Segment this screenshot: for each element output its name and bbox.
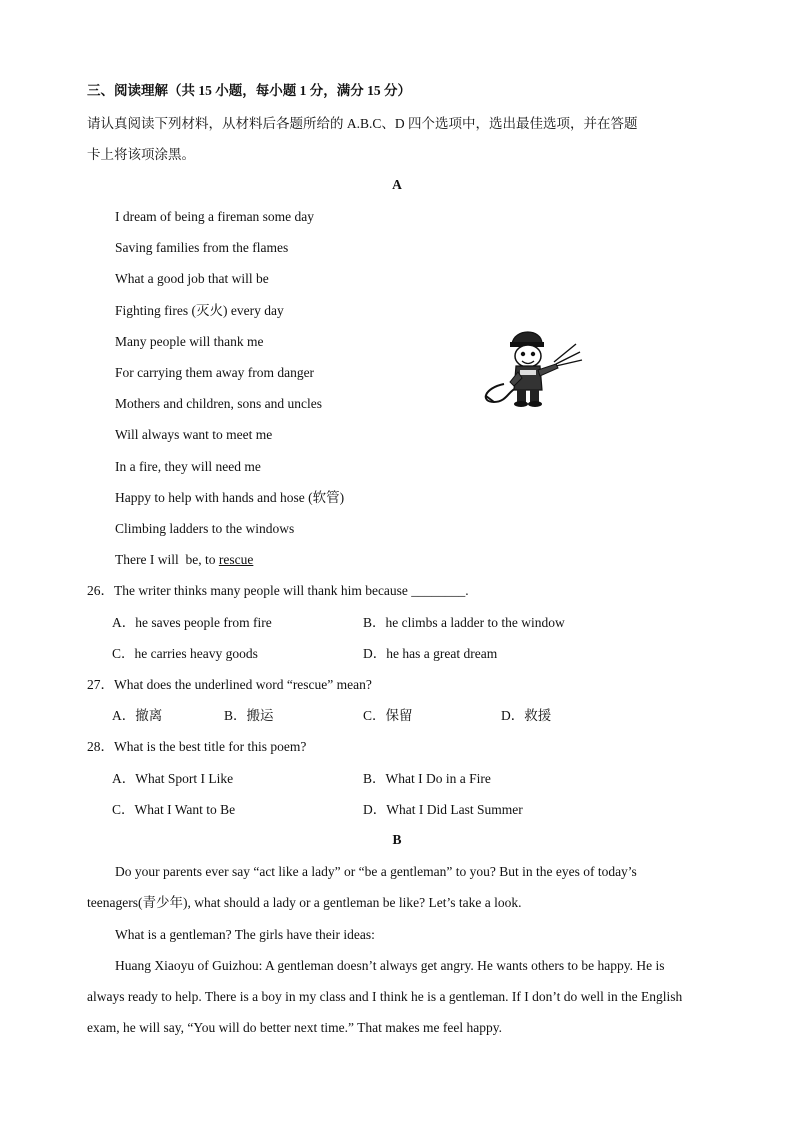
poem-line [115,551,253,569]
poem-line: In a fire, they will need me [115,459,261,474]
question-26-option-d: D．he has a great dream [363,646,498,661]
poem-line: Saving families from the flames [115,240,289,255]
poem-line-prefix: There I will be, to [115,552,219,567]
question-28-option-b: B．What I Do in a Fire [363,771,491,786]
poem-line: Many people will thank me [115,334,264,349]
underlined-word-rescue: rescue [218,552,254,567]
question-28-option-d: D．What I Did Last Summer [363,802,523,817]
question-28-stem: 28．What is the best title for this poem? [87,739,307,754]
passage-a-heading: A [392,177,402,192]
passage-b-line: exam, he will say, “You will do better next time.” That makes me feel happy. [87,1020,503,1035]
passage-b-line: teenagers(青少年), what should a lady or a gentleman be like? Let’s take a look. [87,895,522,910]
question-27-option-c: C．保留 [363,708,413,723]
poem-line: Fighting fires (灭火) every day [115,303,284,318]
poem-line: Mothers and children, sons and uncles [115,396,322,411]
question-27-option-b: B．搬运 [224,708,274,723]
poem-line: Happy to help with hands and hose (软管) [115,490,345,505]
fireman-illustration-icon [476,326,586,408]
poem-line: I dream of being a fireman some day [115,209,315,224]
question-28-option-a: A．What Sport I Like [112,771,234,786]
question-27-option-d: D．救援 [501,708,552,723]
question-26-option-c: C．he carries heavy goods [112,646,258,661]
poem-line: For carrying them away from danger [115,365,315,380]
poem-line: What a good job that will be [115,271,269,286]
passage-b-line: always ready to help. There is a boy in my class and I think he is a gentleman. If I don’t do well in the English [87,989,683,1004]
question-26-option-b: B．he climbs a ladder to the window [363,615,565,630]
section-title: 三、阅读理解（共 15 小题，每小题 1 分，满分 15 分） [87,83,411,98]
passage-b-line: Do your parents ever say “act like a lady” or “be a gentleman” to you? But in the eyes of today’s [115,864,637,879]
question-26-option-a: A．he saves people from fire [112,615,272,630]
question-27-stem: 27．What does the underlined word “rescue” mean? [87,677,372,692]
question-27-option-a: A．撤离 [112,708,163,723]
question-26-stem: 26．The writer thinks many people will thank him because ________. [87,583,469,598]
instruction-line-2: 卡上将该项涂黑。 [87,147,195,162]
passage-b-line: What is a gentleman? The girls have their ideas: [115,927,375,942]
question-28-option-c: C．What I Want to Be [112,802,236,817]
poem-line: Will always want to meet me [115,427,273,442]
passage-b-heading: B [392,832,402,847]
passage-b-line: Huang Xiaoyu of Guizhou: A gentleman doesn’t always get angry. He wants others to be happy. He is [115,958,665,973]
poem-line: Climbing ladders to the windows [115,521,295,536]
instruction-line-1: 请认真阅读下列材料，从材料后各题所给的 A.B.C、D 四个选项中，选出最佳选项，并在答题 [87,116,638,131]
